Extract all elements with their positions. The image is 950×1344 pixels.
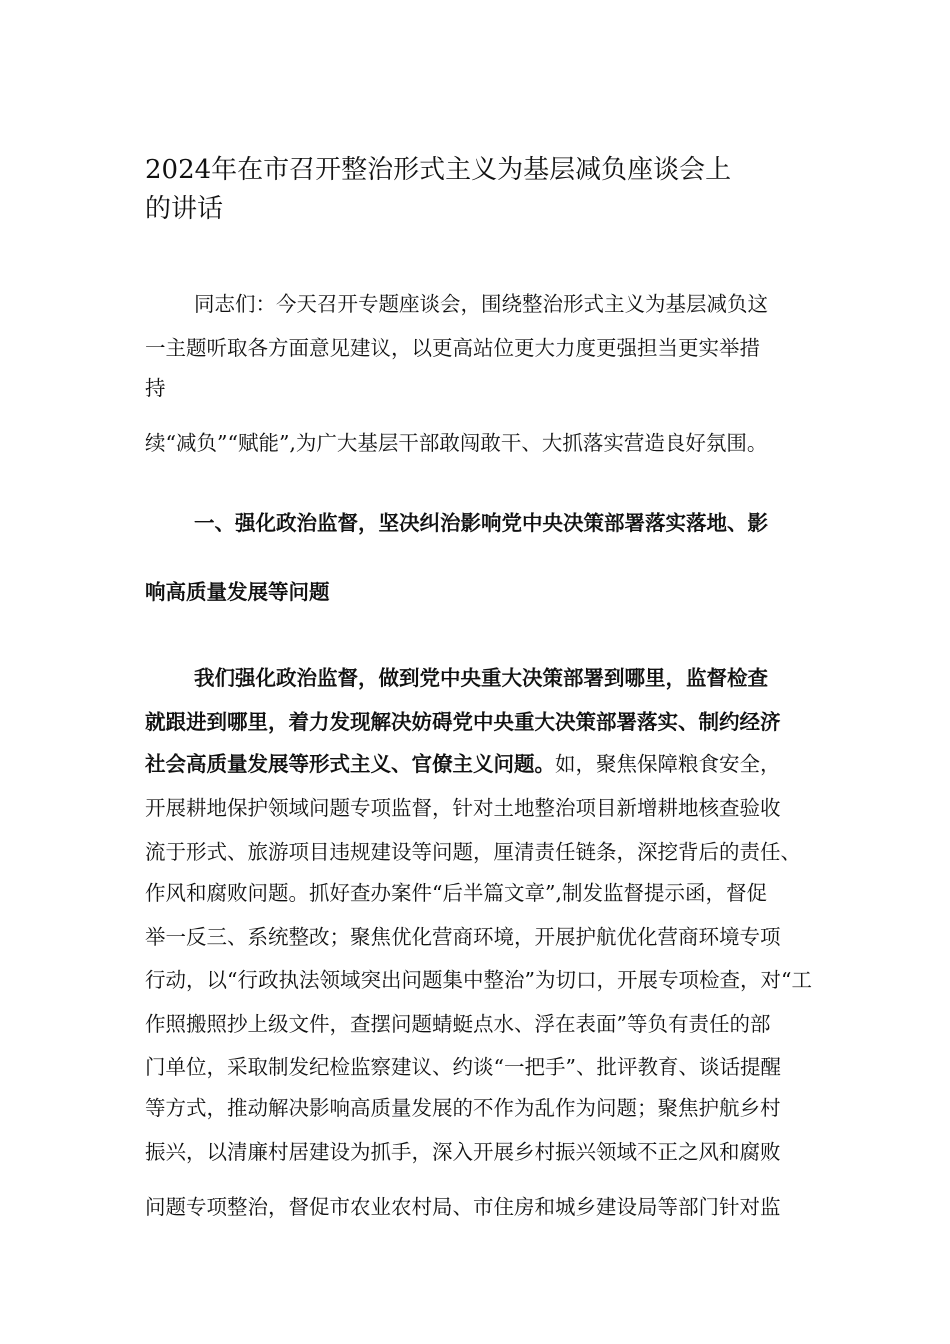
body-line: 振兴，以清廉村居建设为抓手，深入开展乡村振兴领域不正之风和腐败 <box>145 1140 781 1164</box>
document-title-line-2: 的讲话 <box>145 194 224 224</box>
intro-line-3: 持 <box>145 376 166 400</box>
body-line-3-rest: 如，聚焦保障粮食安全， <box>555 752 781 776</box>
body-line: 举一反三、系统整改；聚焦优化营商环境，开展护航优化营商环境专项 <box>145 925 781 949</box>
body-line: 行动，以“行政执法领域突出问题集中整治”为切口，开展专项检查，对“工 <box>145 968 812 992</box>
body-bold-line-1: 我们强化政治监督，做到党中央重大决策部署到哪里，监督检查 <box>194 666 768 690</box>
body-line: 等方式，推动解决影响高质量发展的不作为乱作为问题；聚焦护航乡村 <box>145 1096 781 1120</box>
document-title-line-1: 2024年在市召开整治形式主义为基层减负座谈会上 <box>145 155 732 185</box>
section-heading-line-1: 一、强化政治监督，坚决纠治影响党中央决策部署落实落地、影 <box>194 511 768 535</box>
body-line: 问题专项整治，督促市农业农村局、市住房和城乡建设局等部门针对监 <box>145 1195 781 1219</box>
intro-line-2: 一主题听取各方面意见建议，以更高站位更大力度更强担当更实举措 <box>145 336 760 360</box>
body-bold-line-2: 就跟进到哪里，着力发现解决妨碍党中央重大决策部署落实、制约经济 <box>145 710 781 734</box>
body-line: 作照搬照抄上级文件，查摆问题蜻蜓点水、浮在表面”等负有责任的部 <box>145 1012 771 1036</box>
body-line: 开展耕地保护领域问题专项监督，针对土地整治项目新增耕地核查验收 <box>145 796 781 820</box>
body-line: 作风和腐败问题。抓好查办案件“后半篇文章”,制发监督提示函，督促 <box>145 881 767 905</box>
body-line-3 <box>145 752 781 776</box>
intro-line-1: 同志们：今天召开专题座谈会，围绕整治形式主义为基层减负这 <box>194 292 768 316</box>
section-heading-line-2: 响高质量发展等问题 <box>145 580 330 604</box>
body-line: 门单位，采取制发纪检监察建议、约谈“一把手”、批评教育、谈话提醒 <box>145 1055 781 1079</box>
intro-line-4: 续“减负”“赋能”,为广大基层干部敢闯敢干、大抓落实营造良好氛围。 <box>145 431 768 455</box>
body-line: 流于形式、旅游项目违规建设等问题，厘清责任链条，深挖背后的责任、 <box>145 840 801 864</box>
body-bold-line-3: 社会高质量发展等形式主义、官僚主义问题。 <box>145 752 555 776</box>
